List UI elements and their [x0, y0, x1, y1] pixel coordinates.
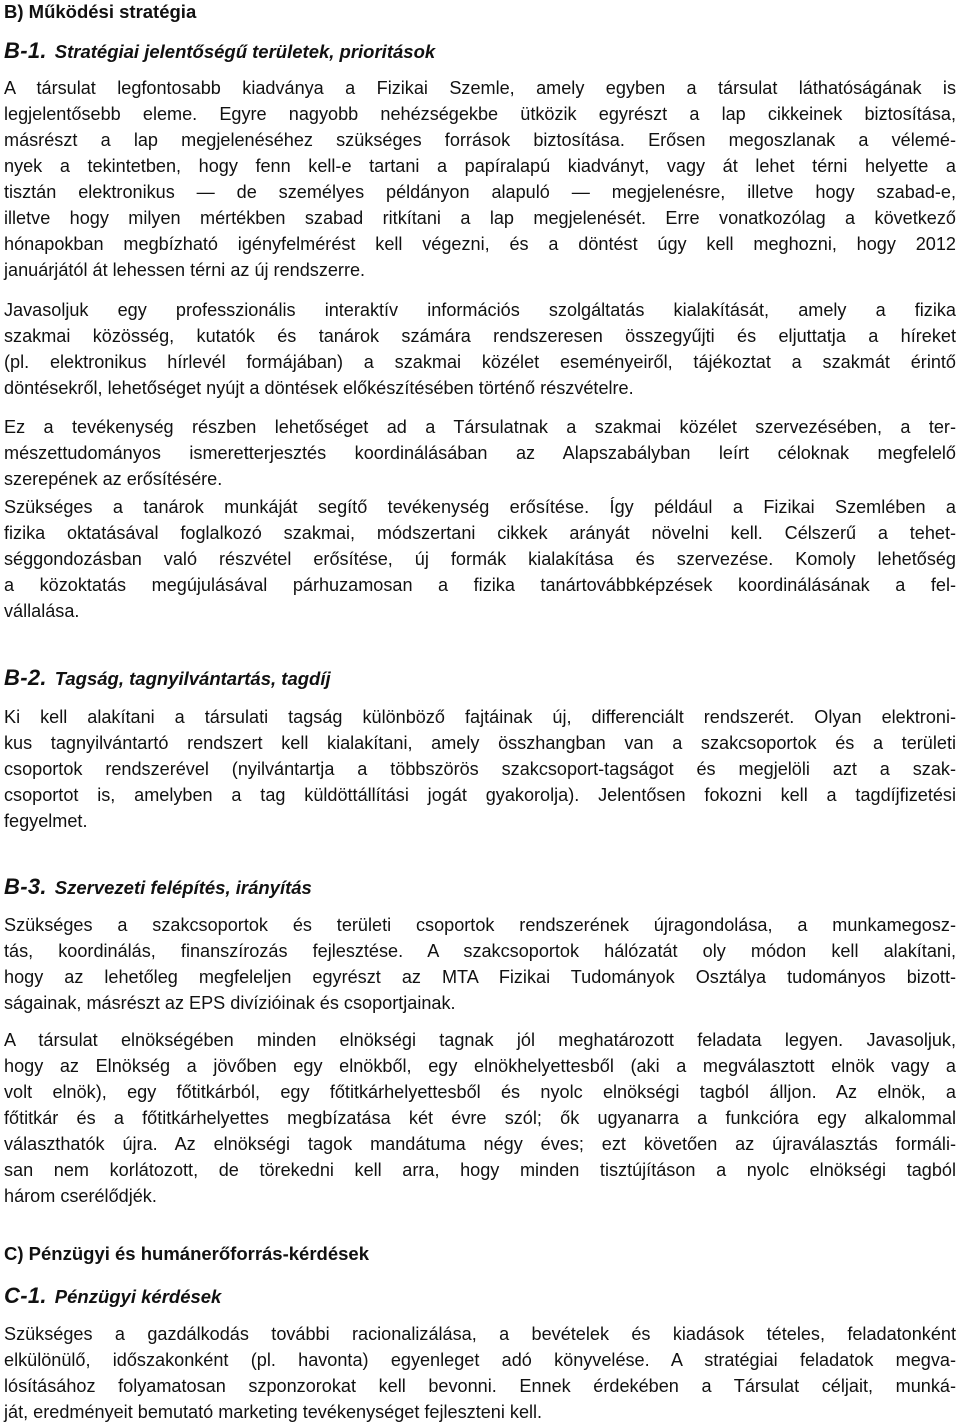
text-line: mészettudományos ismeretterjesztés koordinálásában az Alapszabályban leírt céloknak megfelelő — [4, 443, 956, 463]
text-line: Szükséges a szakcsoportok és területi csoportok rendszerének újragondolása, a munkamegosz- — [4, 915, 956, 935]
text-line: Ki kell alakítani a társulati tagság különböző fajtáinak új, differenciált rendszerét. Olyan elektroni- — [4, 707, 956, 727]
text-line: szerepének az erősítésére. — [4, 469, 223, 489]
section-c-heading — [4, 1242, 956, 1266]
b1-paragraph-3 — [4, 414, 956, 492]
text-line: döntésekről, lehetőséget nyújt a döntések előkészítésében történő részvételre. — [4, 378, 634, 398]
subsection-title: Tagság, tagnyilvántartás, tagdíj — [54, 668, 331, 689]
subsection-b3-heading — [4, 872, 956, 905]
text-line: volt elnök), egy főtitkárból, egy főtitkárhelyettesből és nyolc elnökségi tagból álljon. Az elnök, a — [4, 1082, 956, 1102]
b2-paragraph-1 — [4, 704, 956, 834]
subsection-number: B-3. — [4, 874, 47, 899]
text-line: csoportot is, amelyben a tag küldöttállítási jogát gyakorolja). Jelentősen fokozni kell a tagdíjfizetési — [4, 785, 956, 805]
text-line: fizika oktatásával foglalkozó szakmai, módszertani cikkek arányát növelni kell. Célszerű a tehet- — [4, 523, 956, 543]
text-line: A társulat legfontosabb kiadványa a Fizikai Szemle, amely egyben a társulat láthatóságának is — [4, 78, 956, 98]
text-line: hogy az lehetőleg megfeleljen egyrészt az MTA Fizikai Tudományok Osztálya tudományos bizott- — [4, 967, 956, 987]
text-line: fegyelmet. — [4, 811, 88, 831]
text-line: elkülönülő, időszakonként (pl. havonta) egyenleget adó könyvelése. A stratégiai feladatok megva- — [4, 1350, 956, 1370]
section-title: B) Működési stratégia — [4, 1, 197, 22]
text-line: ságainak, másrészt az EPS divízióinak és csoportjainak. — [4, 993, 456, 1013]
text-line: hogy az Elnökség a jövőben egy elnökből, egy elnökhelyettesből (aki a megválasztott elnök vagy a — [4, 1056, 956, 1076]
subsection-number: C-1. — [4, 1283, 47, 1308]
text-line: lósításához folyamatosan szponzorokat kell bevonni. Ennek érdekében a Társulat céljait, munká- — [4, 1376, 956, 1396]
text-line: másrészt a lap megjelenéséhez szükséges források biztosítása. Erősen megoszlanak a vélemé- — [4, 130, 956, 150]
b3-paragraph-2 — [4, 1027, 956, 1209]
text-line: kus tagnyilvántartó rendszert kell kialakítani, amely összhangban van a szakcsoportok és a területi — [4, 733, 956, 753]
subsection-b2-heading — [4, 663, 956, 696]
text-line: ját, eredményeit bemutató marketing tevékenységet fejleszteni kell. — [4, 1402, 543, 1422]
text-line: nyek a tekintetben, hogy fenn kell-e tartani a papíralapú kiadványt, vagy át lehet térni helyette a — [4, 156, 956, 176]
text-line: Ez a tevékenység részben lehetőséget ad a Társulatnak a szakmai közélet szervezésében, a ter- — [4, 417, 956, 437]
text-line: Javasoljuk egy professzionális interaktív információs szolgáltatás kialakítását, amely a fizika — [4, 300, 956, 320]
b1-paragraph-1 — [4, 75, 956, 283]
text-line: Szükséges a gazdálkodás további racionalizálása, a bevételek és kiadások tételes, feladatonként — [4, 1324, 956, 1344]
subsection-b1-heading — [4, 36, 956, 69]
text-line: januárjától át lehessen térni az új rendszerre. — [4, 260, 366, 280]
text-line: csoportok rendszerével (nyilvántartja a többszörös szakcsoport-tagságot és megjelöli azt a szak- — [4, 759, 956, 779]
text-line: tás, koordinálás, finanszírozás fejlesztése. A szakcsoportok hálózatát oly módon kell alakítani, — [4, 941, 956, 961]
section-title: C) Pénzügyi és humánerőforrás-kérdések — [4, 1243, 369, 1264]
text-line: (pl. elektronikus hírlevél formájában) a szakmai közélet eseményeiről, tájékoztat a szakmát érintő — [4, 352, 956, 372]
text-line: a közoktatás megújulásával párhuzamosan a fizika tanártovábbképzések koordinálásának a fel- — [4, 575, 956, 595]
subsection-title: Szervezeti felépítés, irányítás — [54, 877, 312, 898]
subsection-c1-heading — [4, 1281, 956, 1314]
text-line: választhatók újra. Az elnökségi tagok mandátuma négy éves; ezt követően az újraválasztás formáli- — [4, 1134, 956, 1154]
text-line: szakmai közösség, kutatók és tanárok számára rendszeresen összegyűjti és eljuttatja a híreket — [4, 326, 956, 346]
subsection-number: B-1. — [4, 38, 47, 63]
subsection-title: Pénzügyi kérdések — [54, 1286, 222, 1307]
c1-paragraph-1 — [4, 1321, 956, 1425]
text-line: legjelentősebb eleme. Egyre nagyobb nehézségekbe ütközik egyrészt a lap cikkeinek biztosítása, — [4, 104, 956, 124]
subsection-number: B-2. — [4, 665, 47, 690]
text-line: három cserélődjék. — [4, 1186, 157, 1206]
text-line: hónapokban megbízható igényfelmérést kell végezni, és a döntést úgy kell meghozni, hogy 2012 — [4, 234, 956, 254]
text-line: főtitkár és a főtitkárhelyettes megbízatása két évre szól; ők ugyanarra a funkcióra egy alkalommal — [4, 1108, 956, 1128]
b1-paragraph-2 — [4, 297, 956, 401]
section-b-heading — [4, 0, 956, 24]
text-line: séggondozásban való részvétel erősítése, új formák kialakítása és szervezése. Komoly lehetőség — [4, 549, 956, 569]
text-line: vállalása. — [4, 601, 80, 621]
text-line: illetve hogy milyen mértékben szabad ritkítani a lap megjelenését. Erre vonatkozólag a következő — [4, 208, 956, 228]
b3-paragraph-1 — [4, 912, 956, 1016]
text-line: A társulat elnökségében minden elnökségi tagnak jól meghatározott feladata legyen. Javasoljuk, — [4, 1030, 956, 1050]
text-line: san nem korlátozott, de törekedni kell arra, hogy minden tisztújításon a nyolc elnökségi tagból — [4, 1160, 956, 1180]
text-line: tisztán elektronikus — de személyes példányon alapuló — megjelenésre, illetve hogy szabad-e, — [4, 182, 956, 202]
subsection-title: Stratégiai jelentőségű területek, prioritások — [54, 41, 436, 62]
text-line: Szükséges a tanárok munkáját segítő tevékenység erősítése. Így például a Fizikai Szemlében a — [4, 497, 956, 517]
b1-paragraph-4 — [4, 494, 956, 624]
